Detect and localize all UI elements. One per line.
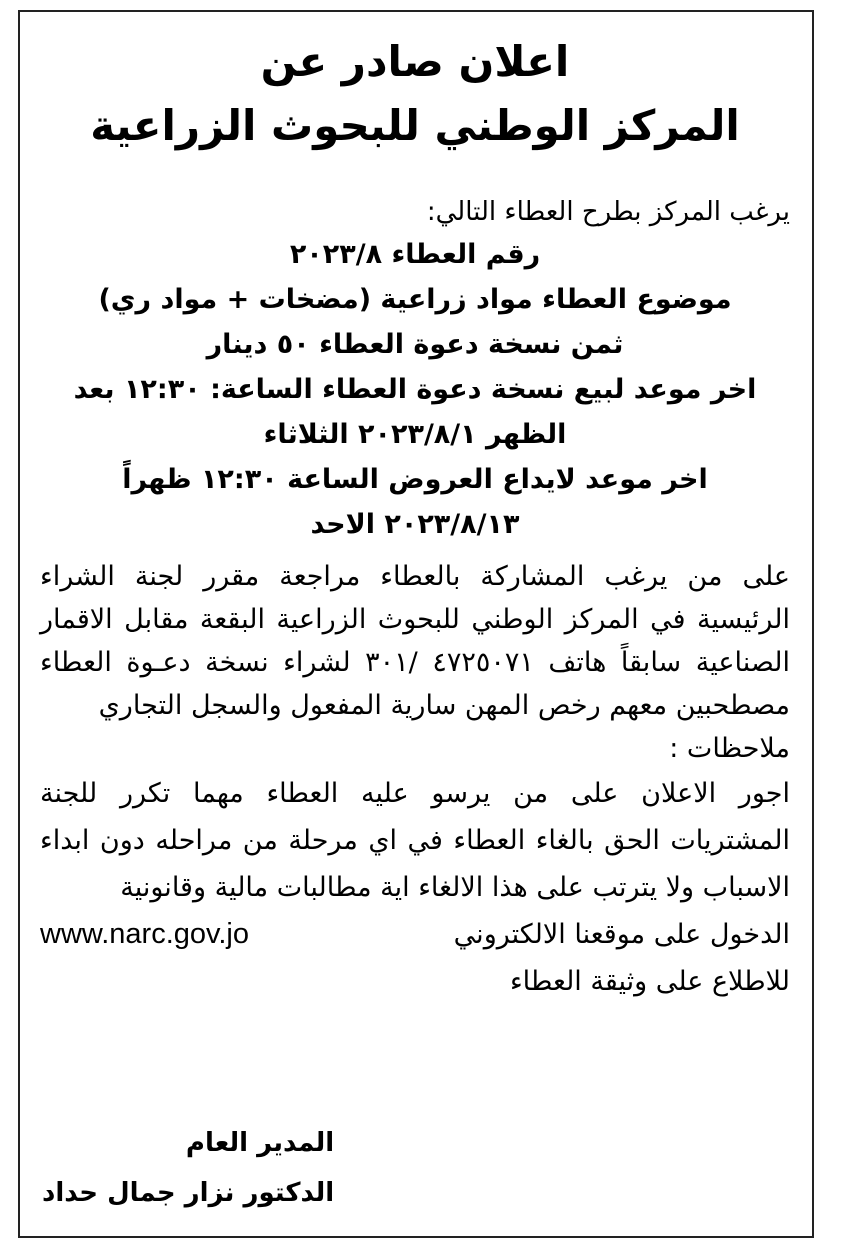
notes-text: اجور الاعلان على من يرسو عليه العطاء مهما تكرر للجنة المشتريات الحق بالغاء العطاء في اي مرحلة من مراحله دون ابداء الاسباب ولا يترتب على هذا الالغاء اية مطالبات مالية وقانونية — [40, 778, 790, 903]
tender-number: رقم العطاء ٢٠٢٣/٨ — [289, 239, 541, 270]
signature-role: المدير العام — [185, 1128, 335, 1158]
bid-deadline-line2: ٢٠٢٣/٨/١٣ الاحد — [310, 509, 520, 540]
sale-deadline-line1: اخر موعد لبيع نسخة دعوة العطاء الساعة: ١٢:٣٠ بعد — [73, 374, 757, 405]
signature-block — [42, 1118, 334, 1218]
notes-label: ملاحظات : — [669, 733, 790, 764]
website-row — [40, 911, 790, 958]
tender-details — [40, 232, 790, 547]
tender-notice — [18, 10, 814, 1238]
signature-name: الدكتور نزار جمال حداد — [42, 1178, 335, 1208]
website-link[interactable]: www.narc.gov.jo — [40, 918, 249, 950]
notice-title-line1: اعلان صادر عن — [260, 37, 570, 86]
intro-text: يرغب المركز بطرح العطاء التالي: — [426, 197, 790, 227]
website-prefix: الدخول على موقعنا الالكتروني — [453, 919, 790, 950]
website-suffix: للاطلاع على وثيقة العطاء — [509, 966, 790, 997]
tender-price: ثمن نسخة دعوة العطاء ٥٠ دينار — [206, 329, 624, 360]
bid-deadline-line1: اخر موعد لايداع العروض الساعة ١٢:٣٠ ظهراً — [122, 464, 708, 495]
tender-subject: موضوع العطاء مواد زراعية (مضخات + مواد ري) — [98, 284, 732, 315]
notice-title-line2: المركز الوطني للبحوث الزراعية — [90, 101, 740, 150]
participation-instructions: على من يرغب المشاركة بالعطاء مراجعة مقرر لجنة الشراء الرئيسية في المركز الوطني للبحوث الزراعية البقعة مقابل الاقمار الصناعية سابقاً هاتف ٤٧٢٥٠٧١ /٣٠١ لشراء نسخة دعـوة العطاء مصطحبين معهم رخص المهن سارية المفعول والسجل التجاري — [40, 561, 790, 721]
sale-deadline-line2: الظهر ٢٠٢٣/٨/١ الثلاثاء — [263, 419, 567, 450]
